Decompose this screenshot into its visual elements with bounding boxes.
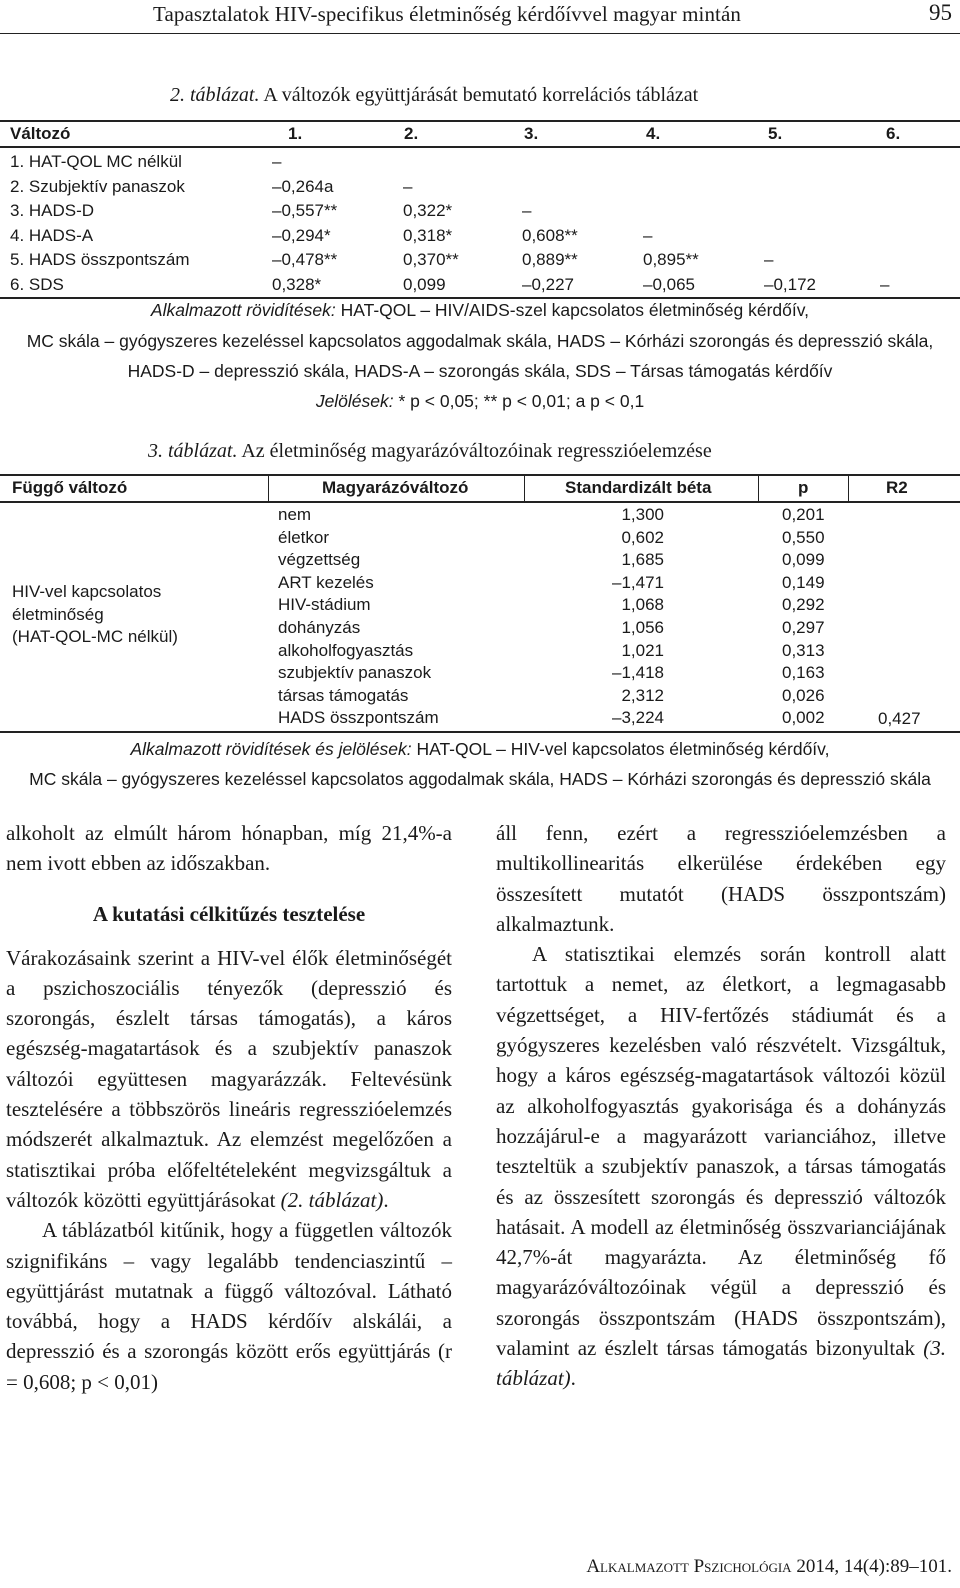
paragraph	[6, 943, 452, 1216]
table2-note-text1: HAT-QOL – HIV/AIDS-szel kapcsolatos életminőség kérdőív,	[335, 300, 810, 320]
page-number: 95	[929, 0, 952, 25]
table3-caption	[148, 440, 712, 463]
table2-cell: –	[403, 176, 413, 196]
running-title: Tapasztalatok HIV-specifikus életminőség kérdőívvel magyar mintán	[153, 2, 741, 26]
table3-divider	[848, 474, 849, 502]
predictor-name: ART kezelés	[278, 572, 374, 592]
table3-note-text1: HAT-QOL – HIV-vel kapcsolatos életminőség kérdőív,	[411, 739, 830, 759]
p-value: 0,026	[782, 685, 825, 705]
table2-cell: –	[272, 152, 282, 171]
table2-cell: 0,099	[403, 274, 446, 294]
paragraph: alkoholt az elmúlt három hónapban, míg 21,4%-a nem ivott ebben az időszakban.	[6, 821, 452, 876]
predictor-name: nem	[278, 505, 312, 524]
table3-caption-text: Az életminőség magyarázóváltozóinak regresszióelemzése	[237, 440, 712, 462]
table2-cell: –0,065	[643, 274, 695, 294]
table2-cell: –0,264a	[272, 176, 334, 196]
table2-header-variable: Változó	[10, 124, 71, 143]
table2-marks-label: Jelölések:	[315, 391, 394, 411]
predictor-name: végzettség	[278, 550, 361, 570]
paragraph-text: .	[383, 1187, 389, 1212]
r2-value: 0,427	[878, 709, 921, 728]
table2-cell: 0,370**	[403, 250, 459, 269]
dependent-variable-line: HIV-vel kapcsolatos	[12, 582, 162, 601]
predictor-name: alkoholfogyasztás	[278, 640, 414, 660]
table2-note-line1	[0, 300, 960, 321]
paragraph-text: .	[570, 1366, 576, 1391]
table3-header-r2: R2	[886, 478, 908, 497]
table2-row-label: 6. SDS	[10, 274, 64, 294]
table2-cell: –0,172	[764, 274, 816, 294]
predictor-name: HADS összpontszám	[278, 708, 439, 728]
left-column	[6, 818, 452, 1397]
predictor-name: dohányzás	[278, 618, 361, 637]
table2-header-column: 4.	[646, 124, 661, 143]
predictor-name: szubjektív panaszok	[278, 663, 432, 683]
p-value: 0,201	[782, 505, 825, 524]
table2-header-column: 3.	[524, 124, 539, 143]
regression-table	[0, 474, 960, 736]
table2-header-rule	[0, 146, 960, 148]
table3-divider	[524, 474, 525, 502]
table2-bottom-rule	[0, 297, 960, 299]
beta-value: 2,312	[621, 685, 664, 705]
table2-caption-number: 2. táblázat.	[170, 84, 260, 106]
section-heading: A kutatási célkitűzés tesztelése	[92, 901, 366, 926]
p-value: 0,297	[782, 618, 825, 637]
correlation-table	[0, 120, 960, 300]
beta-value: 1,068	[621, 595, 664, 615]
predictor-name: társas támogatás	[278, 685, 409, 705]
table2-header-column: 5.	[768, 124, 783, 143]
table-reference: (3. táblázat)	[496, 1336, 946, 1391]
table-reference: (2. táblázat)	[280, 1187, 384, 1212]
table2-cell: 0,322*	[403, 201, 453, 220]
table3-header-predictor: Magyarázóváltozó	[322, 478, 469, 497]
journal-footer: Alkalmazott Pszichológia 2014, 14(4):89–101.	[586, 1556, 952, 1577]
predictor-name: életkor	[278, 527, 330, 547]
p-value: 0,313	[782, 640, 825, 660]
table2-note-label: Alkalmazott rövidítések:	[150, 300, 336, 320]
table2-marks-text: * p < 0,05; ** p < 0,01; a p < 0,1	[393, 391, 645, 411]
table3-divider	[268, 474, 269, 502]
p-value: 0,550	[782, 527, 825, 547]
dependent-variable-line: életminőség	[12, 605, 104, 624]
table2-cell: –0,478**	[272, 250, 338, 269]
table3-header-dependent: Függő változó	[12, 478, 128, 497]
paragraph-text: A statisztikai elemzés során kontroll alatt tartottuk a nemet, az életkort, a legmagasabb végzettséget, a HIV-fertőzés stádiumát és a gyógyszeres kezelésben való részvételt. Vizsgáltuk, hogy a káros egészség-magatartások változói közül az alkoholfogyasztás gyakorisága és a dohányzás hozzájárul-e a magyarázott varianciához, illetve teszteltük a szubjektív panaszok, a társas támogatás és az összesített szorongás és depresszió változók hatásait. A modell az életminőség összvarianciájának 42,7%-át magyarázta. Az életminőség fő magyarázóváltozóinak végül a depresszió és szorongás összpontszám (HADS összpontszám), valamint az észlelt társas támogatás bizonyultak	[496, 942, 946, 1361]
paragraph-text: Várakozásaink szerint a HIV-vel élők életminőségét a pszichoszociális tényezők (depresszió és szorongás, észlelt társas támogatás), a káros egészség-magatartások és a szubjektív panaszok változói együttesen magyarázzák. Feltevésünk tesztelésére a többszörös lineáris regresszióelemzés módszerét alkalmaztuk. Az elemzést megelőzően a statisztikai próba előfeltételeként megvizsgáltuk a változók közötti együttjárásokat	[6, 945, 452, 1212]
table2-header-column: 2.	[404, 124, 419, 143]
table2-cell: –	[643, 225, 653, 245]
table2-cell: –0,294*	[272, 225, 331, 245]
table3-caption-number: 3. táblázat.	[148, 440, 238, 462]
predictor-name: HIV-stádium	[278, 595, 371, 615]
p-value: 0,292	[782, 595, 825, 615]
table3-header-p: p	[798, 478, 809, 497]
beta-value: 1,685	[621, 550, 664, 570]
p-value: 0,002	[782, 708, 825, 728]
table2-row-label: 4. HADS-A	[10, 225, 94, 245]
table2-cell: –0,227	[522, 274, 574, 294]
table2-cell: 0,895**	[643, 250, 699, 269]
table2-note-line3: HADS-D – depresszió skála, HADS-A – szorongás skála, SDS – Társas támogatás kérdőív	[127, 361, 833, 381]
table3-bottom-rule	[0, 731, 960, 733]
paragraph: A táblázatból kitűnik, hogy a független változók szignifikáns – vagy legalább tendenciaszintű – együttjárást mutatnak a függő változóval. Látható továbbá, hogy a HADS kérdőív alskálái, a depresszió és a szorongás között erős együttjárás (r = 0,608; p < 0,01)	[6, 1218, 452, 1394]
beta-value: 1,021	[621, 640, 664, 660]
table2-caption-text: A változók együttjárását bemutató korrelációs táblázat	[259, 84, 699, 106]
table2-cell: 0,328*	[272, 274, 322, 294]
table2-cell: –	[880, 274, 890, 294]
table2-header-column: 6.	[886, 124, 901, 143]
table2-cell: 0,608**	[522, 225, 578, 245]
running-header	[0, 0, 960, 40]
dependent-variable-line: (HAT-QOL-MC nélkül)	[12, 627, 178, 646]
table3-note-line2: MC skála – gyógyszeres kezeléssel kapcsolatos aggodalmak skála, HADS – Kórházi szorongás és depresszió skála	[29, 769, 931, 789]
table2-cell: –	[764, 250, 774, 269]
right-column	[496, 818, 946, 1394]
beta-value: 1,056	[621, 618, 664, 637]
table2-header-column: 1.	[288, 124, 303, 143]
table3-top-rule	[0, 474, 960, 476]
paragraph: áll fenn, ezért a regresszióelemzésben a multikollinearitás elkerülése érdekében egy összesített mutatót (HADS összpontszám) alkalmaztunk.	[496, 821, 946, 936]
table2-cell: –0,557**	[272, 201, 338, 220]
table2-marks	[0, 391, 960, 412]
beta-value: 0,602	[621, 527, 664, 547]
beta-value: –1,471	[612, 572, 664, 592]
table2-caption	[170, 84, 698, 107]
table2-top-rule	[0, 120, 960, 122]
table3-header-beta: Standardizált béta	[565, 478, 712, 497]
p-value: 0,099	[782, 550, 825, 570]
table3-divider	[758, 474, 759, 502]
table2-row-label: 1. HAT-QOL MC nélkül	[10, 152, 182, 171]
table2-note-line2: MC skála – gyógyszeres kezeléssel kapcsolatos aggodalmak skála, HADS – Kórházi szorongás és depresszió skála,	[26, 331, 934, 351]
beta-value: –1,418	[612, 663, 664, 683]
table2-cell: –	[522, 201, 532, 220]
table2-row-label: 2. Szubjektív panaszok	[10, 176, 185, 196]
p-value: 0,149	[782, 572, 825, 592]
p-value: 0,163	[782, 663, 825, 683]
table2-cell: 0,889**	[522, 250, 578, 269]
paragraph	[496, 939, 946, 1393]
table2-row-label: 5. HADS összpontszám	[10, 250, 190, 269]
table2-cell: 0,318*	[403, 225, 453, 245]
header-rule	[0, 33, 960, 34]
table3-header-rule	[0, 501, 960, 503]
table3-note-line1	[0, 739, 960, 760]
beta-value: 1,300	[621, 505, 664, 524]
beta-value: –3,224	[612, 708, 664, 728]
table2-row-label: 3. HADS-D	[10, 201, 95, 220]
table3-note-label: Alkalmazott rövidítések és jelölések:	[130, 739, 412, 759]
